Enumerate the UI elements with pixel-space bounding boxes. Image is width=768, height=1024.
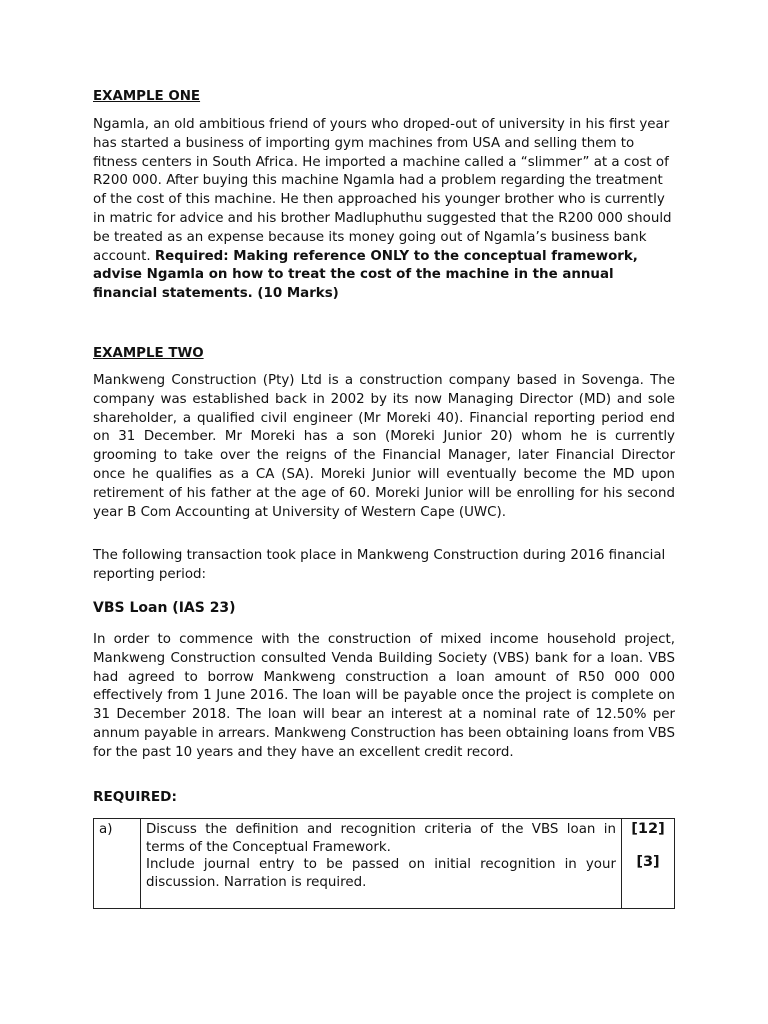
question-text (141, 819, 622, 909)
example-one-heading: EXAMPLE ONE (93, 89, 201, 104)
example-one-required: Required: Making reference ONLY to the conceptual framework, advise Ngamla on how to treat the cost of the machine in the annual financial statements. (10 Marks) (93, 248, 638, 302)
marks-2: [3] (636, 853, 660, 870)
question-line-1: Discuss the definition and recognition criteria of the VBS loan in terms of the Conceptual Framework. (146, 822, 616, 855)
transaction-intro: The following transaction took place in Mankweng Construction during 2016 financial reporting period: (93, 548, 666, 582)
required-table (93, 818, 675, 909)
question-label: a) (94, 819, 141, 909)
required-row (94, 819, 675, 909)
vbs-loan-body: In order to commence with the construction of mixed income household project, Mankweng Construction consulted Venda Building Society (VBS) bank for a loan. VBS had agreed to borrow Mankweng construction a loan amount of R50 000 000 effectively from 1 June 2016. The loan will be payable once the project is complete on 31 December 2018. The loan will bear an interest at a nominal rate of 12.50% per annum payable in arrears. Mankweng Construction has been obtaining loans from VBS for the past 10 years and they have an excellent credit record. (93, 632, 675, 760)
marks-cell (622, 819, 675, 909)
example-one-body: Ngamla, an old ambitious friend of yours who droped-out of university in his first year has started a business of importing gym machines from USA and selling them to fitness centers in South Africa. He imported a machine called a “slimmer” at a cost of R200 000. After buying this machine Ngamla had a problem regarding the treatment of the cost of this machine. He then approached his younger brother who is currently in matric for advice and his brother Madluphuthu suggested that the R200 000 should be treated as an expense because its money going out of Ngamla’s business bank account. (93, 117, 672, 264)
marks-1: [12] (631, 821, 665, 837)
example-two-heading: EXAMPLE TWO (93, 346, 204, 361)
required-heading: REQUIRED: (93, 789, 177, 805)
example-two-body: Mankweng Construction (Pty) Ltd is a construction company based in Sovenga. The company was established back in 2002 by its now Managing Director (MD) and sole shareholder, a qualified civil engineer (Mr Moreki 40). Financial reporting period end on 31 December. Mr Moreki has a son (Moreki Junior 20) whom he is currently grooming to take over the reigns of the Financial Manager, later Financial Director once he qualifies as a CA (SA). Moreki Junior will eventually become the MD upon retirement of his father at the age of 60. Moreki Junior will be enrolling for his second year B Com Accounting at University of Western Cape (UWC). (93, 373, 675, 520)
example-one-paragraph (93, 116, 675, 304)
vbs-loan-heading: VBS Loan (IAS 23) (93, 600, 236, 616)
question-line-2: Include journal entry to be passed on initial recognition in your discussion. Narration is required. (146, 857, 616, 890)
